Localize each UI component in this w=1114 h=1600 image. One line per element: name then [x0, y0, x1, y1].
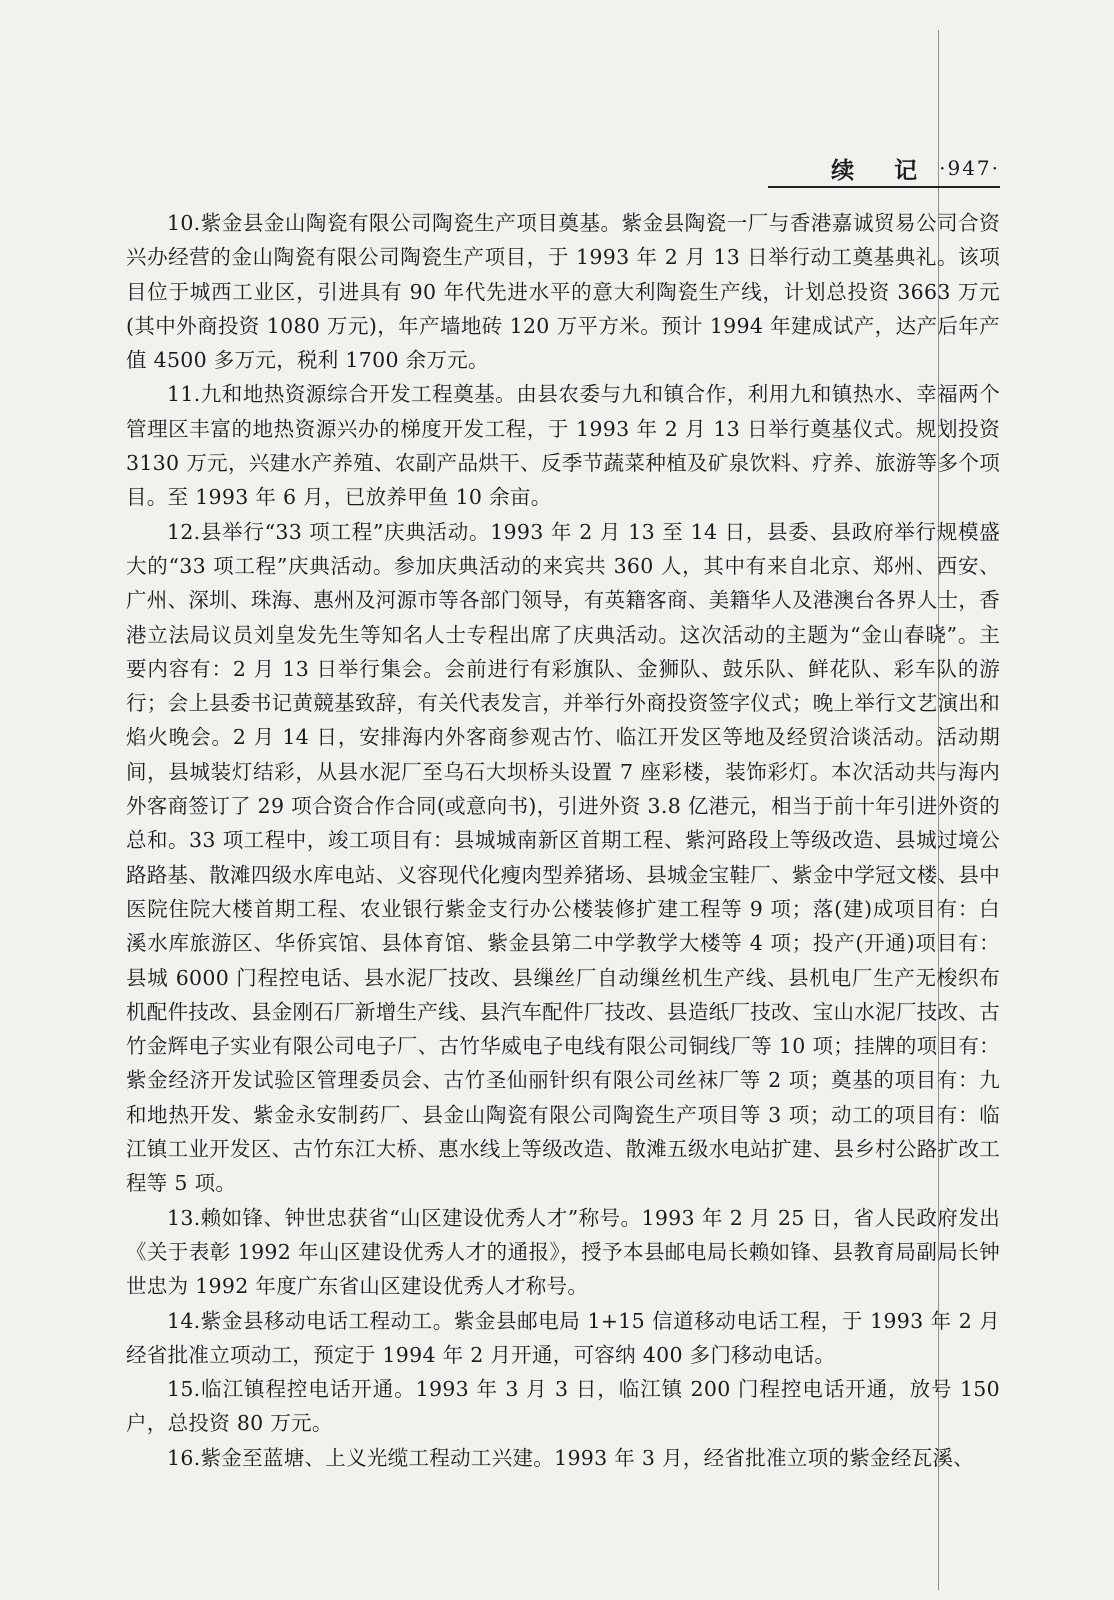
paragraph-10: 10.紫金县金山陶瓷有限公司陶瓷生产项目奠基。紫金县陶瓷一厂与香港嘉诚贸易公司合资兴办经营的金山陶瓷有限公司陶瓷生产项目，于 1993 年 2 月 13 日举行动工奠基典礼。该项目位于城西工业区，引进具有 90 年代先进水平的意大利陶瓷生产线，计划总投资 3663 万元(其中外商投资 1080 万元)，年产墙地砖 120 万平方米。预计 1994 年建成试产，达产后年产值 4500 多万元，税利 1700 余万元。	[126, 211, 1000, 373]
paragraph-13: 13.赖如锋、钟世忠获省“山区建设优秀人才”称号。1993 年 2 月 25 日，省人民政府发出《关于表彰 1992 年山区建设优秀人才的通报》，授予本县邮电局长赖如锋、县教育局副局长钟世忠为 1992 年度广东省山区建设优秀人才称号。	[126, 1205, 1000, 1299]
paragraph-16: 16.紫金至蓝塘、上义光缆工程动工兴建。1993 年 3 月，经省批准立项的紫金经瓦溪、	[167, 1445, 975, 1470]
paragraph-14: 14.紫金县移动电话工程动工。紫金县邮电局 1+15 信道移动电话工程，于 1993 年 2 月经省批准立项动工，预定于 1994 年 2 月开通，可容纳 400 多门移动电话。	[126, 1308, 1000, 1367]
page-number: ·947·	[939, 156, 1000, 180]
paragraph-12: 12.县举行“33 项工程”庆典活动。1993 年 2 月 13 至 14 日，县委、县政府举行规模盛大的“33 项工程”庆典活动。参加庆典活动的来宾共 360 人，其中有来自北京、郑州、西安、广州、深圳、珠海、惠州及河源市等各部门领导，有英籍客商、美籍华人及港澳台各界人士，香港立法局议员刘皇发先生等知名人士专程出席了庆典活动。这次活动的主题为“金山春晓”。主要内容有：2 月 13 日举行集会。会前进行有彩旗队、金狮队、鼓乐队、鲜花队、彩车队的游行；会上县委书记黄競基致辞，有关代表发言，并举行外商投资签字仪式；晚上举行文艺演出和焰火晚会。2 月 14 日，安排海内外客商参观古竹、临江开发区等地及经贸洽谈活动。活动期间，县城装灯结彩，从县水泥厂至乌石大坝桥头设置 7 座彩楼，装饰彩灯。本次活动共与海内外客商签订了 29 项合资合作合同(或意向书)，引进外资 3.8 亿港元，相当于前十年引进外资的总和。33 项工程中，竣工项目有：县城城南新区首期工程、紫河路段上等级改造、县城过境公路路基、散滩四级水库电站、义容现代化瘦肉型养猪场、县城金宝鞋厂、紫金中学冠文楼、县中医院住院大楼首期工程、农业银行紫金支行办公楼装修扩建工程等 9 项；落(建)成项目有：白溪水库旅游区、华侨宾馆、县体育馆、紫金县第二中学教学大楼等 4 项；投产(开通)项目有：县城 6000 门程控电话、县水泥厂技改、县缫丝厂自动缫丝机生产线、县机电厂生产无梭织布机配件技改、县金刚石厂新增生产线、县汽车配件厂技改、县造纸厂技改、宝山水泥厂技改、古竹金辉电子实业有限公司电子厂、古竹华威电子电线有限公司铜线厂等 10 项；挂牌的项目有：紫金经济开发试验区管理委员会、古竹圣仙丽针织有限公司丝袜厂等 2 项；奠基的项目有：九和地热开发、紫金永安制药厂、县金山陶瓷有限公司陶瓷生产项目等 3 项；动工的项目有：临江镇工业开发区、古竹东江大桥、惠水线上等级改造、散滩五级水电站扩建、县乡村公路扩改工程等 5 项。	[126, 519, 1000, 1196]
page-header	[768, 150, 1000, 188]
paragraph-15: 15.临江镇程控电话开通。1993 年 3 月 3 日，临江镇 200 门程控电话开通，放号 150 户，总投资 80 万元。	[126, 1377, 1000, 1436]
section-title: 续 记	[831, 156, 934, 184]
body-text	[126, 206, 1000, 1475]
paragraph-11: 11.九和地热资源综合开发工程奠基。由县农委与九和镇合作，利用九和镇热水、幸福两个管理区丰富的地热资源兴办的梯度开发工程，于 1993 年 2 月 13 日举行奠基仪式。规划投资 3130 万元，兴建水产养殖、农副产品烘干、反季节蔬菜种植及矿泉饮料、疗养、旅游等多个项目。至 1993 年 6 月，已放养甲鱼 10 余亩。	[126, 382, 1000, 510]
